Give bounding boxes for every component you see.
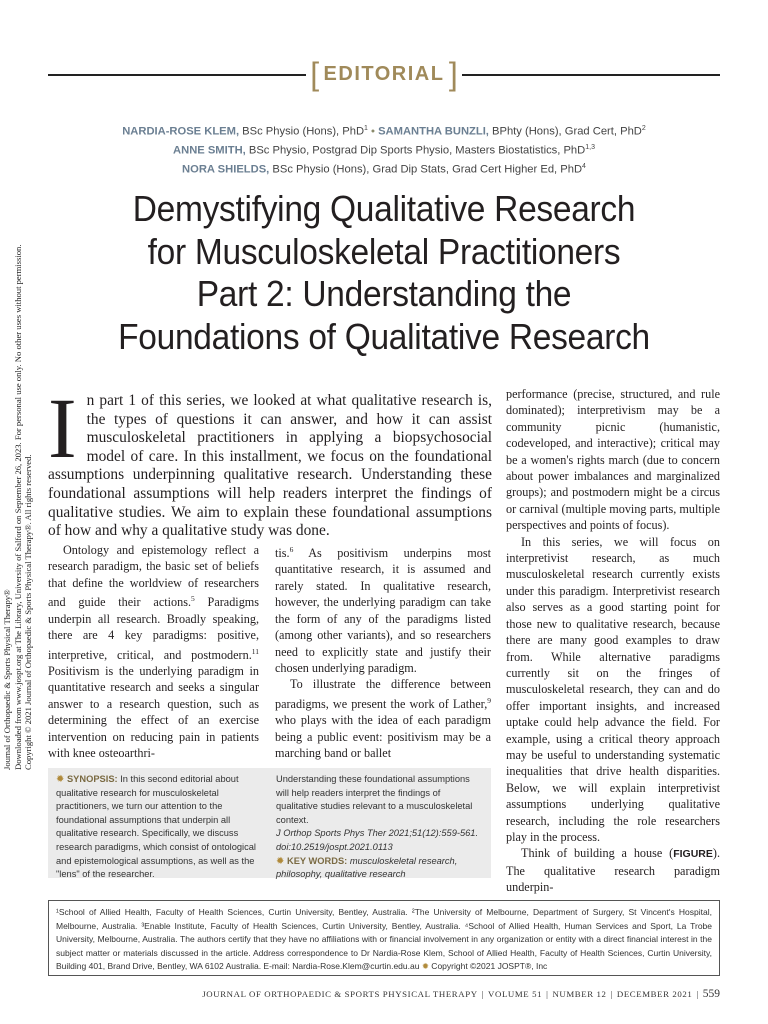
- body-text: who plays with the idea of each paradigm being a public event: positivism may be a marching band or ballet: [275, 713, 491, 760]
- section-label: [308, 58, 460, 90]
- drop-cap: I: [48, 380, 77, 476]
- header-rule-right: [462, 74, 720, 76]
- synopsis-label: SYNOPSIS:: [66, 774, 118, 784]
- affil-ref: 1,3: [585, 144, 595, 152]
- author-line-1: [100, 121, 668, 140]
- body-text: Think of building a house (: [521, 846, 674, 861]
- body-column-2: [275, 542, 491, 761]
- body-text: Paradigms underpin all research. Broadly speaking, there are 4 key paradigms: positive, interpretive, critical, and postmodern.: [48, 595, 260, 662]
- author-credentials: BSc Physio (Hons), Grad Dip Stats, Grad Cert Higher Ed, PhD: [269, 164, 583, 177]
- reference-mark: 11: [251, 646, 259, 656]
- journal-name: JOURNAL OF ORTHOPAEDIC & SPORTS PHYSICAL THERAPY: [202, 989, 478, 999]
- reference-mark: 6: [289, 545, 294, 554]
- body-paragraph: [506, 845, 720, 895]
- body-text: Positivism is the underlying paradigm in quantitative research and seeks a singular answer to a research question, such as determining the effect of an exercise intervention on reducing pain in patients with knee osteoarthri-: [48, 663, 259, 760]
- body-paragraph: [48, 542, 259, 761]
- divider: |: [481, 989, 485, 999]
- body-column-1: [48, 542, 259, 761]
- download-notice: [2, 180, 46, 770]
- header-rule-left: [48, 74, 306, 76]
- issue-number: NUMBER 12: [552, 989, 607, 999]
- keywords-label: KEY WORDS:: [286, 855, 348, 866]
- issue-date: DECEMBER 2021: [616, 989, 693, 999]
- author-line-2: [100, 140, 668, 159]
- title-line: Foundations of Qualitative Research: [118, 315, 650, 357]
- body-paragraph: [275, 676, 491, 761]
- affil-ref: 1: [364, 125, 368, 132]
- author-separator: •: [367, 125, 379, 138]
- title-line: Part 2: Understanding the: [196, 273, 572, 314]
- keywords-text: musculoskeletal research, philosophy, qualitative research: [276, 855, 458, 880]
- body-paragraph: In this series, we will focus on interpretivist research, as much musculoskeletal research currently exists under this paradigm. Interpretivist research also serves as a good starting point for those new to qualitative research, because there are many good examples to draw from. While alternative paradigms currently sit on the fringes of musculoskeletal research, they can and do offer important insights, and increased uptake could help advance the field. For example, using a critical theory approach may be useful to understanding systematic inequalities that drive health disparities. Below, we will explain interpretivist assumptions underlying qualitative research, including the role researchers play in the process.: [506, 534, 720, 844]
- page-number: 559: [702, 988, 720, 1000]
- reference-mark: 5: [191, 594, 195, 604]
- body-column-3: [506, 386, 720, 896]
- affil-ref: 2: [641, 125, 646, 132]
- bracket-right: ]: [448, 56, 458, 92]
- synopsis-text: In this second editorial about qualitative research for musculoskeletal practitioners, we turn our attention to the foundational assumptions that underpin all qualitative research. Specifically, we discuss research paradigms, which consist of ontological and epistemological assumptions, as well as the "lens" of the researcher.: [56, 774, 256, 880]
- synopsis-box: [48, 768, 491, 878]
- author-credentials: BPhty (Hons), Grad Cert, PhD: [488, 125, 642, 138]
- title-line: for Musculoskeletal Practitioners: [147, 230, 621, 272]
- notice-copyright: Copyright © 2021 Journal of Orthopaedic & Sports Physical Therapy®. All rights reserved.: [23, 454, 34, 770]
- sun-icon: ✹: [276, 855, 285, 867]
- page-footer: [202, 988, 720, 1000]
- body-text: As positivism underpins most quantitative research, it is assumed and rarely stated. In qualitative research, however, the underlying paradigm can take the form of any of the paradigms listed (among other variants), and so researchers need to explicitly state and justify their chosen underlying paradigm.: [275, 546, 491, 675]
- body-text: Ontology and epistemology reflect a research paradigm, the basic set of beliefs that define the worldview of researchers and guide their actions.: [48, 543, 259, 610]
- author-credentials: BSc Physio (Hons), PhD: [239, 125, 365, 138]
- author-credentials: BSc Physio, Postgrad Dip Sports Physio, Masters Biostatistics, PhD: [245, 144, 586, 157]
- body-text: tis.: [275, 546, 290, 561]
- divider: |: [546, 989, 549, 999]
- author-name: NARDIA-ROSE KLEM,: [122, 125, 240, 138]
- body-text: ). The qualitative research paradigm underpin-: [506, 846, 720, 895]
- divider: |: [610, 989, 613, 999]
- keywords: [276, 855, 481, 882]
- affiliations-text: ¹School of Allied Health, Faculty of Health Sciences, Curtin University, Bentley, Australia. ²The University of Melbourne, Department of Surgery, St Vincent's Hospital, Melbourne, Australia. ³Enable Institute, Faculty of Health Sciences, Curtin University, Bentley, Australia. ⁴School of Allied Health, Human Services and Sport, La Trobe University, Melbourne, Australia. The authors certify that they have no affiliations with or financial involvement in any organization or entity with a direct financial interest in the subject matter or materials discussed in the article. Address correspondence to Dr Nardia-Rose Klem, School of Allied Health, Faculty of Health Sciences, Curtin University, Building 401, Brand Drive, Bentley, WA 6102 Australia. E-mail: Nardia-Rose.Klem@curtin.edu.au: [56, 907, 712, 972]
- sun-icon: ✹: [56, 774, 65, 785]
- sun-icon: ✹: [421, 961, 429, 972]
- volume: VOLUME 51: [488, 989, 543, 999]
- intro-text: n part 1 of this series, we looked at what qualitative research is, the types of questions it can answer, and how it can assist musculoskeletal practitioners in applying a biopsychosocial model of care. In this installment, we focus on the foundational assumptions underpinning qualitative research. Understanding these foundational assumptions will help readers interpret the findings of qualitative studies. We aim to explain these foundational assumptions of how and why a qualitative study was done.: [48, 392, 492, 540]
- affil-ref: 4: [582, 163, 586, 171]
- author-name: NORA SHIELDS,: [182, 164, 270, 177]
- section-title: EDITORIAL: [323, 63, 445, 85]
- title-line: Demystifying Qualitative Research: [132, 188, 636, 229]
- intro-paragraph: [48, 380, 492, 541]
- author-name: ANNE SMITH,: [173, 144, 246, 157]
- notice-journal: Journal of Orthopaedic & Sports Physical Therapy®: [2, 589, 12, 770]
- synopsis-column-2: [276, 773, 481, 882]
- synopsis-column-1: [56, 773, 264, 882]
- bracket-left: [: [310, 56, 320, 92]
- body-paragraph: performance (precise, structured, and rule dominated); interpretivism may be a community picnic (humanistic, codeveloped, and interactive); critical may be a women's rights march (due to concern about power imbalances and marginalized groups); and postmodern might be a circus or carnival (multiple moving parts, multiple perspectives and points of focus).: [506, 387, 720, 533]
- copyright-text: Copyright ©2021 JOSPT®, Inc: [428, 961, 548, 972]
- affiliations-box: [48, 900, 720, 976]
- author-name: SAMANTHA BUNZLI,: [378, 125, 489, 138]
- citation[interactable]: J Orthop Sports Phys Ther 2021;51(12):559-561. doi:10.2519/jospt.2021.0113: [276, 828, 479, 852]
- section-header: [48, 58, 720, 92]
- synopsis-text-continued: Understanding these foundational assumptions will help readers interpret the findings of qualitative studies relevant to a musculoskeletal context.: [276, 774, 473, 825]
- figure-reference[interactable]: FIGURE: [673, 848, 713, 861]
- notice-download: Downloaded from www.jospt.org at The Library, University of Salford on September 26, 2023. For personal use only. No other uses without permission.: [12, 244, 23, 770]
- article-title: [101, 188, 666, 358]
- body-paragraph: [275, 542, 491, 676]
- body-text: To illustrate the difference between paradigms, we present the work of Lather,: [275, 677, 491, 711]
- divider: |: [696, 989, 699, 999]
- author-list: [100, 121, 668, 179]
- author-line-3: [100, 159, 668, 178]
- reference-mark: 9: [487, 695, 491, 705]
